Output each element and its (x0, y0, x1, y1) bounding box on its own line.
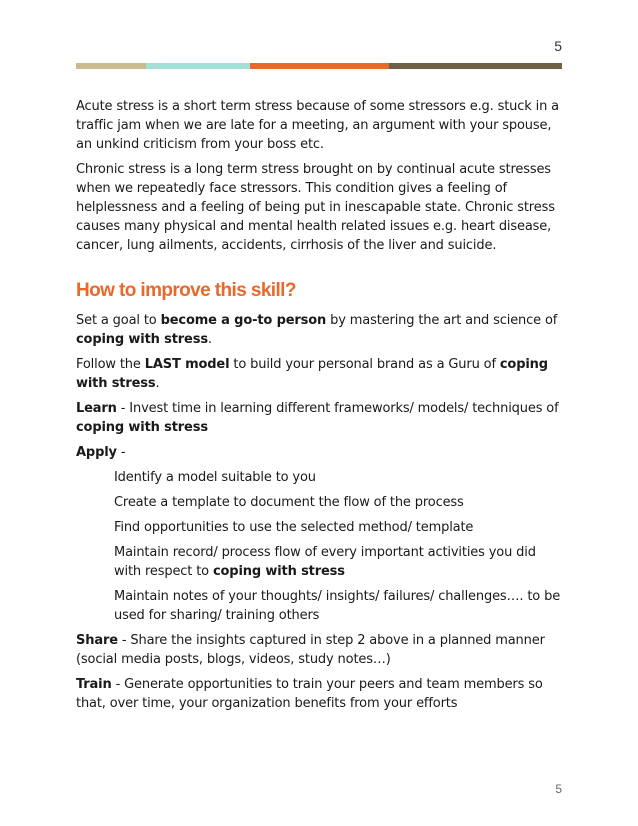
page-number-bottom: 5 (555, 782, 562, 796)
page-number-top: 5 (554, 38, 562, 54)
apply-item: Maintain record/ process flow of every important activities you did with respect to coping with stress (114, 545, 536, 579)
color-bar-segment-brown (389, 63, 562, 69)
chronic-stress-paragraph: Chronic stress is a long term stress brought on by continual acute stresses when we repeatedly face stressors. This condition gives a feeling of helplessness and a feeling of being put in inescapable state. Chronic stress causes many physical and mental health related issues e.g. heart disease, cancer, lung ailments, accidents, cirrhosis of the liver and suicide. (76, 162, 555, 253)
share-step: Share - Share the insights captured in step 2 above in a planned manner (social media posts, blogs, videos, study notes…) (76, 633, 545, 667)
apply-item: Create a template to document the flow of the process (114, 495, 464, 510)
color-bar-segment-orange (250, 63, 389, 69)
apply-step: Apply - (76, 445, 126, 460)
acute-stress-paragraph: Acute stress is a short term stress because of some stressors e.g. stuck in a traffic jam when we are late for a meeting, an argument with your spouse, an unkind criticism from your boss etc. (76, 99, 559, 152)
learn-step: Learn - Invest time in learning different frameworks/ models/ techniques of coping with stress (76, 401, 559, 435)
header-color-bar (76, 63, 562, 69)
apply-item: Maintain notes of your thoughts/ insights/ failures/ challenges…. to be used for sharing/ training others (114, 589, 561, 623)
apply-item: Find opportunities to use the selected method/ template (114, 520, 474, 535)
train-step: Train - Generate opportunities to train your peers and team members so that, over time, your organization benefits from your efforts (76, 677, 543, 711)
color-bar-segment-aqua (146, 63, 250, 69)
color-bar-segment-tan (76, 63, 146, 69)
section-heading: How to improve this skill? (76, 280, 296, 301)
apply-item: Identify a model suitable to you (114, 470, 316, 485)
follow-model-paragraph: Follow the LAST model to build your personal brand as a Guru of coping with stress. (76, 357, 548, 391)
goal-paragraph: Set a goal to become a go-to person by mastering the art and science of coping with stress. (76, 313, 558, 347)
page-body (76, 97, 566, 719)
